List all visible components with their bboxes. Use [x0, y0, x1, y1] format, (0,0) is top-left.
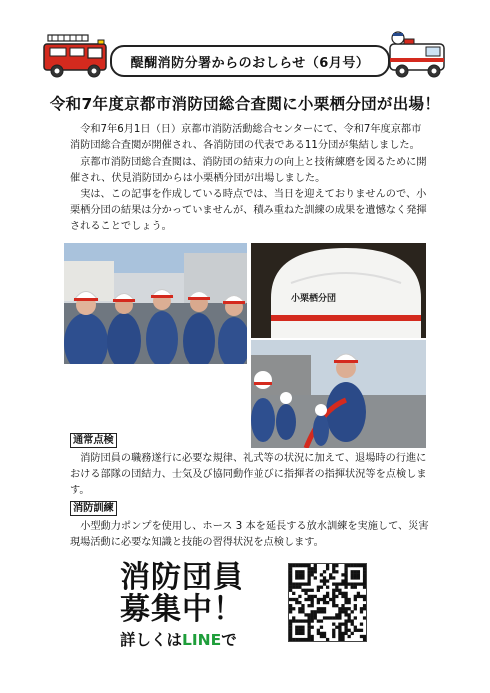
article-paragraph: 実は、この記事を作成している時点では、当日を迎えておりませんので、小栗栖分団の結果は分かっていませんが、積み重ねた訓練の成果を遺憾なく発揮されることでしょう。: [70, 189, 427, 233]
section-body-inspection: 消防団員の職務遂行に必要な規律、礼式等の状況に加えて、退場時の行進における部隊の団結力、士気及び協同動作並びに指揮者の指揮状況等を点検します。: [70, 453, 427, 496]
recruit-line-1: 消防団員: [120, 560, 244, 595]
recruit-prefix: 詳しくは: [120, 631, 183, 649]
section-heading-inspection: 通常点検: [70, 433, 117, 448]
qr-code-pattern: [289, 564, 366, 641]
helmet-label: 小栗栖分団: [291, 294, 337, 304]
article-headline: 令和7年度京都市消防団総合査閲に小栗栖分団が出場！: [49, 95, 441, 113]
qr-code[interactable]: [288, 563, 367, 642]
recruitment-banner: [120, 562, 265, 650]
hose-training-photo: [251, 340, 426, 448]
newsletter-title: 醍醐消防分署からのおしらせ（6月号）: [110, 45, 390, 77]
section-heading-training: 消防訓練: [70, 501, 117, 516]
article-paragraph: 京都市消防団総合査閲は、消防団の結束力の向上と技術練磨を図るために開催され、伏見消防団からは小栗栖分団が出場しました。: [70, 157, 427, 185]
fire-truck-icon: [42, 30, 112, 80]
ambulance-icon: [386, 30, 450, 80]
section-body-training: 小型動力ポンプを使用し、ホース 3 本を延長する放水訓練を実施して、災害現場活動に必要な知識と技能の習得状況を点検します。: [70, 521, 429, 548]
article-paragraph: 令和7年6月1日（日）京都市消防活動総合センターにて、令和7年度京都市消防団総合査閲が開催され、各消防団の代表である11分団が集結しました。: [70, 124, 422, 152]
firefighters-group-photo: [64, 243, 247, 364]
recruit-line-3: [120, 630, 265, 650]
line-brand-text: LINE: [182, 631, 222, 649]
recruit-suffix: で: [221, 631, 237, 649]
helmet-closeup-photo: [251, 243, 426, 338]
recruit-line-2: 募集中！: [120, 592, 244, 627]
